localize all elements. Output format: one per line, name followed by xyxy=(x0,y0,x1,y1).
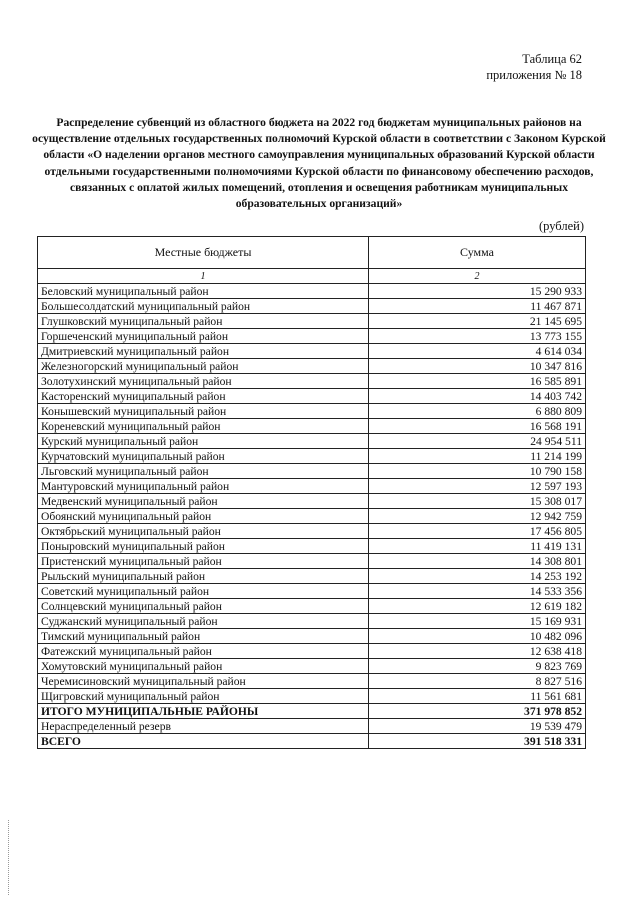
table-row xyxy=(38,344,586,359)
district-name: Мантуровский муниципальный район xyxy=(38,479,369,494)
district-amount: 8 827 516 xyxy=(369,674,586,689)
district-amount: 12 638 418 xyxy=(369,644,586,659)
table-row xyxy=(38,329,586,344)
district-name: Суджанский муниципальный район xyxy=(38,614,369,629)
column-number-2: 2 xyxy=(369,269,586,284)
total-districts-label: ИТОГО МУНИЦИПАЛЬНЫЕ РАЙОНЫ xyxy=(38,704,369,719)
table-row xyxy=(38,299,586,314)
total-districts-amount: 371 978 852 xyxy=(369,704,586,719)
reserve-label: Нераспределенный резерв xyxy=(38,719,369,734)
district-name: Советский муниципальный район xyxy=(38,584,369,599)
district-amount: 12 619 182 xyxy=(369,599,586,614)
district-name: Медвенский муниципальный район xyxy=(38,494,369,509)
district-amount: 16 568 191 xyxy=(369,419,586,434)
district-name: Горшеченский муниципальный район xyxy=(38,329,369,344)
table-row xyxy=(38,449,586,464)
table-row xyxy=(38,599,586,614)
table-reference xyxy=(486,51,582,83)
table-row xyxy=(38,314,586,329)
table-row xyxy=(38,674,586,689)
district-amount: 24 954 511 xyxy=(369,434,586,449)
district-amount: 4 614 034 xyxy=(369,344,586,359)
district-amount: 14 403 742 xyxy=(369,389,586,404)
district-name: Тимский муниципальный район xyxy=(38,629,369,644)
district-name: Конышевский муниципальный район xyxy=(38,404,369,419)
table-row xyxy=(38,659,586,674)
column-number-1: 1 xyxy=(38,269,369,284)
district-name: Дмитриевский муниципальный район xyxy=(38,344,369,359)
district-amount: 12 597 193 xyxy=(369,479,586,494)
district-name: Глушковский муниципальный район xyxy=(38,314,369,329)
district-name: Льговский муниципальный район xyxy=(38,464,369,479)
reserve-row xyxy=(38,719,586,734)
table-row xyxy=(38,389,586,404)
district-amount: 11 561 681 xyxy=(369,689,586,704)
district-name: Касторенский муниципальный район xyxy=(38,389,369,404)
table-row xyxy=(38,494,586,509)
appendix-number: приложения № 18 xyxy=(486,68,582,82)
district-amount: 14 253 192 xyxy=(369,569,586,584)
table-row xyxy=(38,419,586,434)
district-name: Курчатовский муниципальный район xyxy=(38,449,369,464)
district-name: Щигровский муниципальный район xyxy=(38,689,369,704)
district-amount: 6 880 809 xyxy=(369,404,586,419)
district-amount: 14 533 356 xyxy=(369,584,586,599)
district-amount: 15 290 933 xyxy=(369,284,586,299)
district-name: Октябрьский муниципальный район xyxy=(38,524,369,539)
district-amount: 11 214 199 xyxy=(369,449,586,464)
total-districts-row xyxy=(38,704,586,719)
district-amount: 11 467 871 xyxy=(369,299,586,314)
district-amount: 10 347 816 xyxy=(369,359,586,374)
district-amount: 16 585 891 xyxy=(369,374,586,389)
district-amount: 10 790 158 xyxy=(369,464,586,479)
table-row xyxy=(38,509,586,524)
table-number: Таблица 62 xyxy=(522,52,582,66)
district-name: Беловский муниципальный район xyxy=(38,284,369,299)
table-row xyxy=(38,464,586,479)
district-amount: 14 308 801 xyxy=(369,554,586,569)
district-name: Рыльский муниципальный район xyxy=(38,569,369,584)
table-header-row xyxy=(38,237,586,269)
grand-total-label: ВСЕГО xyxy=(38,734,369,749)
district-amount: 13 773 155 xyxy=(369,329,586,344)
column-number-row xyxy=(38,269,586,284)
district-name: Хомутовский муниципальный район xyxy=(38,659,369,674)
table-row xyxy=(38,629,586,644)
document-title: Распределение субвенций из областного бюджета на 2022 год бюджетам муниципальных районов на осуществление отдельных государственных полномочий Курской области в соответствии с Законом Курской области «О наделении органов местного самоуправления муниципальных образований Курской области отдельными государственными полномочиями Курской области по финансовому обеспечению расходов, связанных с оплатой жилых помещений, отопления и освещения работникам муниципальных образовательных организаций» xyxy=(32,116,606,211)
table-row xyxy=(38,359,586,374)
table-row xyxy=(38,539,586,554)
table-row xyxy=(38,569,586,584)
table-row xyxy=(38,284,586,299)
district-name: Обоянский муниципальный район xyxy=(38,509,369,524)
table-row xyxy=(38,644,586,659)
table-row xyxy=(38,404,586,419)
table-row xyxy=(38,434,586,449)
table-row xyxy=(38,584,586,599)
district-amount: 17 456 805 xyxy=(369,524,586,539)
table-row xyxy=(38,614,586,629)
table-row xyxy=(38,374,586,389)
district-amount: 15 169 931 xyxy=(369,614,586,629)
table-body xyxy=(38,284,586,704)
district-name: Большесолдатский муниципальный район xyxy=(38,299,369,314)
margin-dots xyxy=(8,820,11,895)
district-name: Солнцевский муниципальный район xyxy=(38,599,369,614)
district-name: Золотухинский муниципальный район xyxy=(38,374,369,389)
column-header-amount: Сумма xyxy=(369,237,586,269)
reserve-amount: 19 539 479 xyxy=(369,719,586,734)
district-name: Черемисиновский муниципальный район xyxy=(38,674,369,689)
units-label: (рублей) xyxy=(538,219,584,233)
table-row xyxy=(38,479,586,494)
column-header-budgets: Местные бюджеты xyxy=(38,237,369,269)
district-amount: 15 308 017 xyxy=(369,494,586,509)
district-name: Фатежский муниципальный район xyxy=(38,644,369,659)
grand-total-amount: 391 518 331 xyxy=(369,734,586,749)
subvention-table xyxy=(37,236,586,749)
district-amount: 9 823 769 xyxy=(369,659,586,674)
grand-total-row xyxy=(38,734,586,749)
district-amount: 11 419 131 xyxy=(369,539,586,554)
district-amount: 12 942 759 xyxy=(369,509,586,524)
table-row xyxy=(38,554,586,569)
district-name: Железногорский муниципальный район xyxy=(38,359,369,374)
table-row xyxy=(38,524,586,539)
district-name: Курский муниципальный район xyxy=(38,434,369,449)
district-amount: 10 482 096 xyxy=(369,629,586,644)
district-name: Пристенский муниципальный район xyxy=(38,554,369,569)
district-name: Поныровский муниципальный район xyxy=(38,539,369,554)
district-name: Кореневский муниципальный район xyxy=(38,419,369,434)
district-amount: 21 145 695 xyxy=(369,314,586,329)
table-row xyxy=(38,689,586,704)
